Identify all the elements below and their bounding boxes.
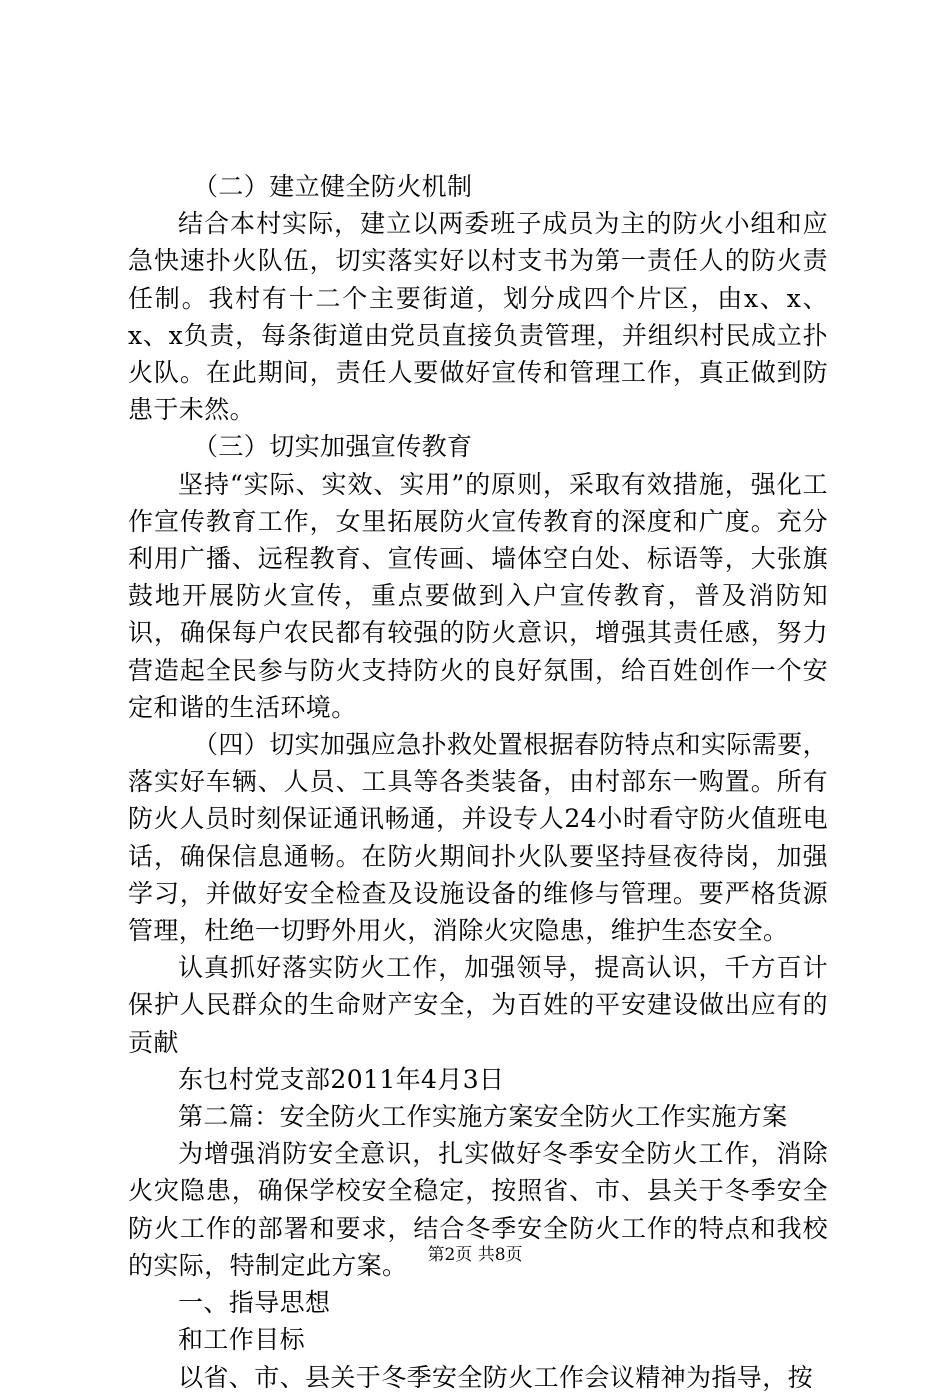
section-heading-4: （四）切实加强应急扑救处置根据春防特点和实际需要，落实好车辆、人员、工具等各类装备，由村部东一购置。所有防火人员时刻保证通讯畅通，并设专人24小时看守防火值班电话，确保信息通畅。在防火期间扑火队要坚持昼夜待岗，加强学习，并做好安全检查及设施设备的维修与管理。要严格货源管理，杜绝一切野外用火，消除火灾隐患，维护生态安全。 <box>128 730 829 946</box>
paragraph-conclusion: 认真抓好落实防火工作，加强领导，提高认识，千方百计保护人民群众的生命财产安全，为百姓的平安建设做出应有的贡献 <box>128 953 828 1057</box>
paragraph-fire-mechanism: 结合本村实际，建立以两委班子成员为主的防火小组和应急快速扑火队伍，切实落实好以村支书为第一责任人的防火责任制。我村有十二个主要街道，划分成四个片区，由x、x、x、x负责，每条街道由党员直接负责管理，并组织村民成立扑火队。在此期间，责任人要做好宣传和管理工作，真正做到防患于未然。 <box>128 209 828 425</box>
part-two-title: 第二篇：安全防火工作实施方案安全防火工作实施方案 <box>178 1102 788 1132</box>
section-heading-guiding-thought: 一、指导思想 <box>178 1288 331 1318</box>
signature-line: 东乜村党支部2011年4月3日 <box>178 1064 505 1094</box>
document-body <box>128 168 828 1396</box>
section-heading-3: （三）切实加强宣传教育 <box>193 432 473 462</box>
paragraph-part-two-intro: 为增强消防安全意识，扎实做好冬季安全防火工作，消除火灾隐患，确保学校安全稳定，按照省、市、县关于冬季安全防火工作的部署和要求，结合冬季安全防火工作的特点和我校的实际，特制定此方案。 <box>128 1139 828 1280</box>
paragraph-publicity: 坚持“实际、实效、实用”的原则，采取有效措施，强化工作宣传教育工作，女里拓展防火宣传教育的深度和广度。充分利用广播、远程教育、宣传画、墙体空白处、标语等，大张旗鼓地开展防火宣传，重点要做到入户宣传教育，普及消防知识，确保每户农民都有较强的防火意识，增强其责任感，努力营造起全民参与防火支持防火的良好氛围，给百姓创作一个安定和谐的生活环境。 <box>128 469 828 722</box>
page-number-footer: 第2页 共8页 <box>427 1245 523 1265</box>
paragraph-guiding-text: 以省、市、县关于冬季安全防火工作会议精神为指导，按 <box>178 1362 814 1392</box>
section-heading-work-goal: 和工作目标 <box>178 1325 306 1355</box>
section-heading-2: （二）建立健全防火机制 <box>193 172 473 201</box>
